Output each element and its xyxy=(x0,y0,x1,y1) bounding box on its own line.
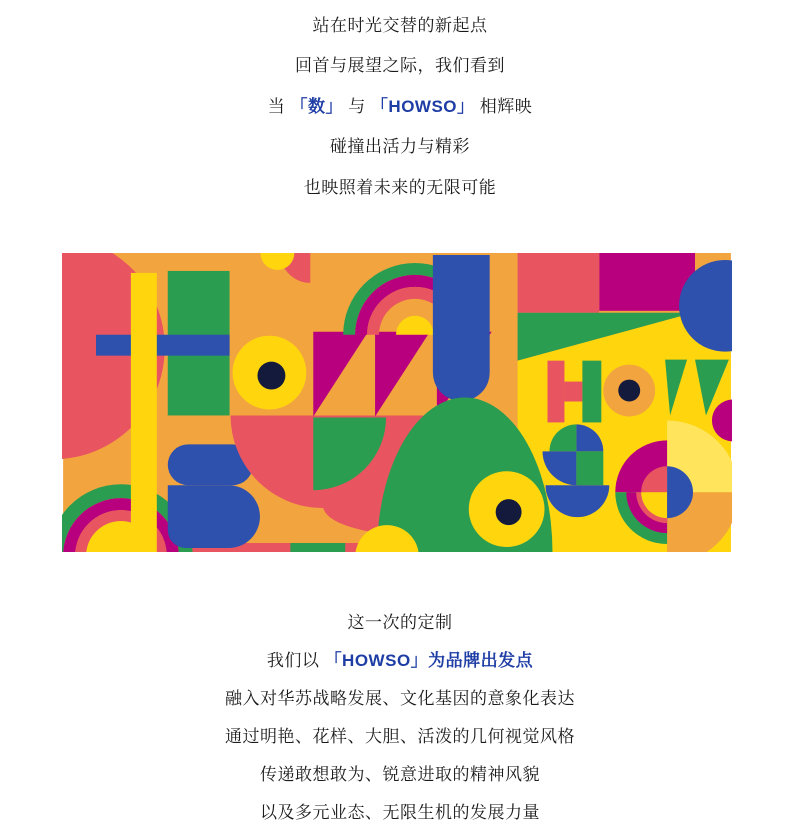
letter-o-center xyxy=(618,380,640,402)
left-eye-pupil xyxy=(257,362,285,390)
right-eye-pupil xyxy=(496,499,522,525)
intro-line-3-text: 相辉映 xyxy=(474,96,533,116)
howso-banner-graphic xyxy=(62,253,732,552)
outro-line-2 xyxy=(0,639,800,677)
intro-line-3-text: 当 xyxy=(267,96,291,116)
intro-line-4: 碰撞出活力与精彩 xyxy=(330,137,470,157)
outro-line-1: 这一次的定制 xyxy=(347,612,453,632)
intro-line-3 xyxy=(0,84,800,125)
red-rectangle-top-right xyxy=(518,253,600,313)
outro-text-block xyxy=(0,601,800,829)
outro-line-2-text: 我们以 xyxy=(266,650,325,670)
outro-line-6: 以及多元业态、无限生机的发展力量 xyxy=(260,802,540,822)
intro-line-2: 回首与展望之际，我们看到 xyxy=(295,56,505,76)
brand-keyword-shu: 「数」 xyxy=(290,96,343,116)
letter-h-crossbar xyxy=(564,382,582,402)
outro-line-4: 通过明艳、花样、大胆、活泼的几何视觉风格 xyxy=(225,726,575,746)
intro-line-1: 站在时光交替的新起点 xyxy=(312,15,488,35)
brand-statement-howso: 「HOWSO」为品牌出发点 xyxy=(324,650,534,670)
brand-keyword-howso: 「HOWSO」 xyxy=(370,96,475,116)
letter-h-right-stem xyxy=(582,361,601,423)
intro-line-5: 也映照着未来的无限可能 xyxy=(303,177,497,197)
yellow-vertical-bar xyxy=(131,273,157,552)
outro-line-5: 传递敢想敢为、锐意进取的精神风貌 xyxy=(260,764,540,784)
letter-h-left-stem xyxy=(547,361,564,423)
blue-u-bar xyxy=(433,255,490,401)
intro-text-block xyxy=(0,3,800,206)
outro-line-3: 融入对华苏战略发展、文化基因的意象化表达 xyxy=(225,688,575,708)
howso-geometric-banner xyxy=(62,253,732,552)
blue-crossbar xyxy=(96,335,230,356)
bottom-green-segment xyxy=(290,543,345,552)
intro-line-3-text: 与 xyxy=(342,96,371,116)
